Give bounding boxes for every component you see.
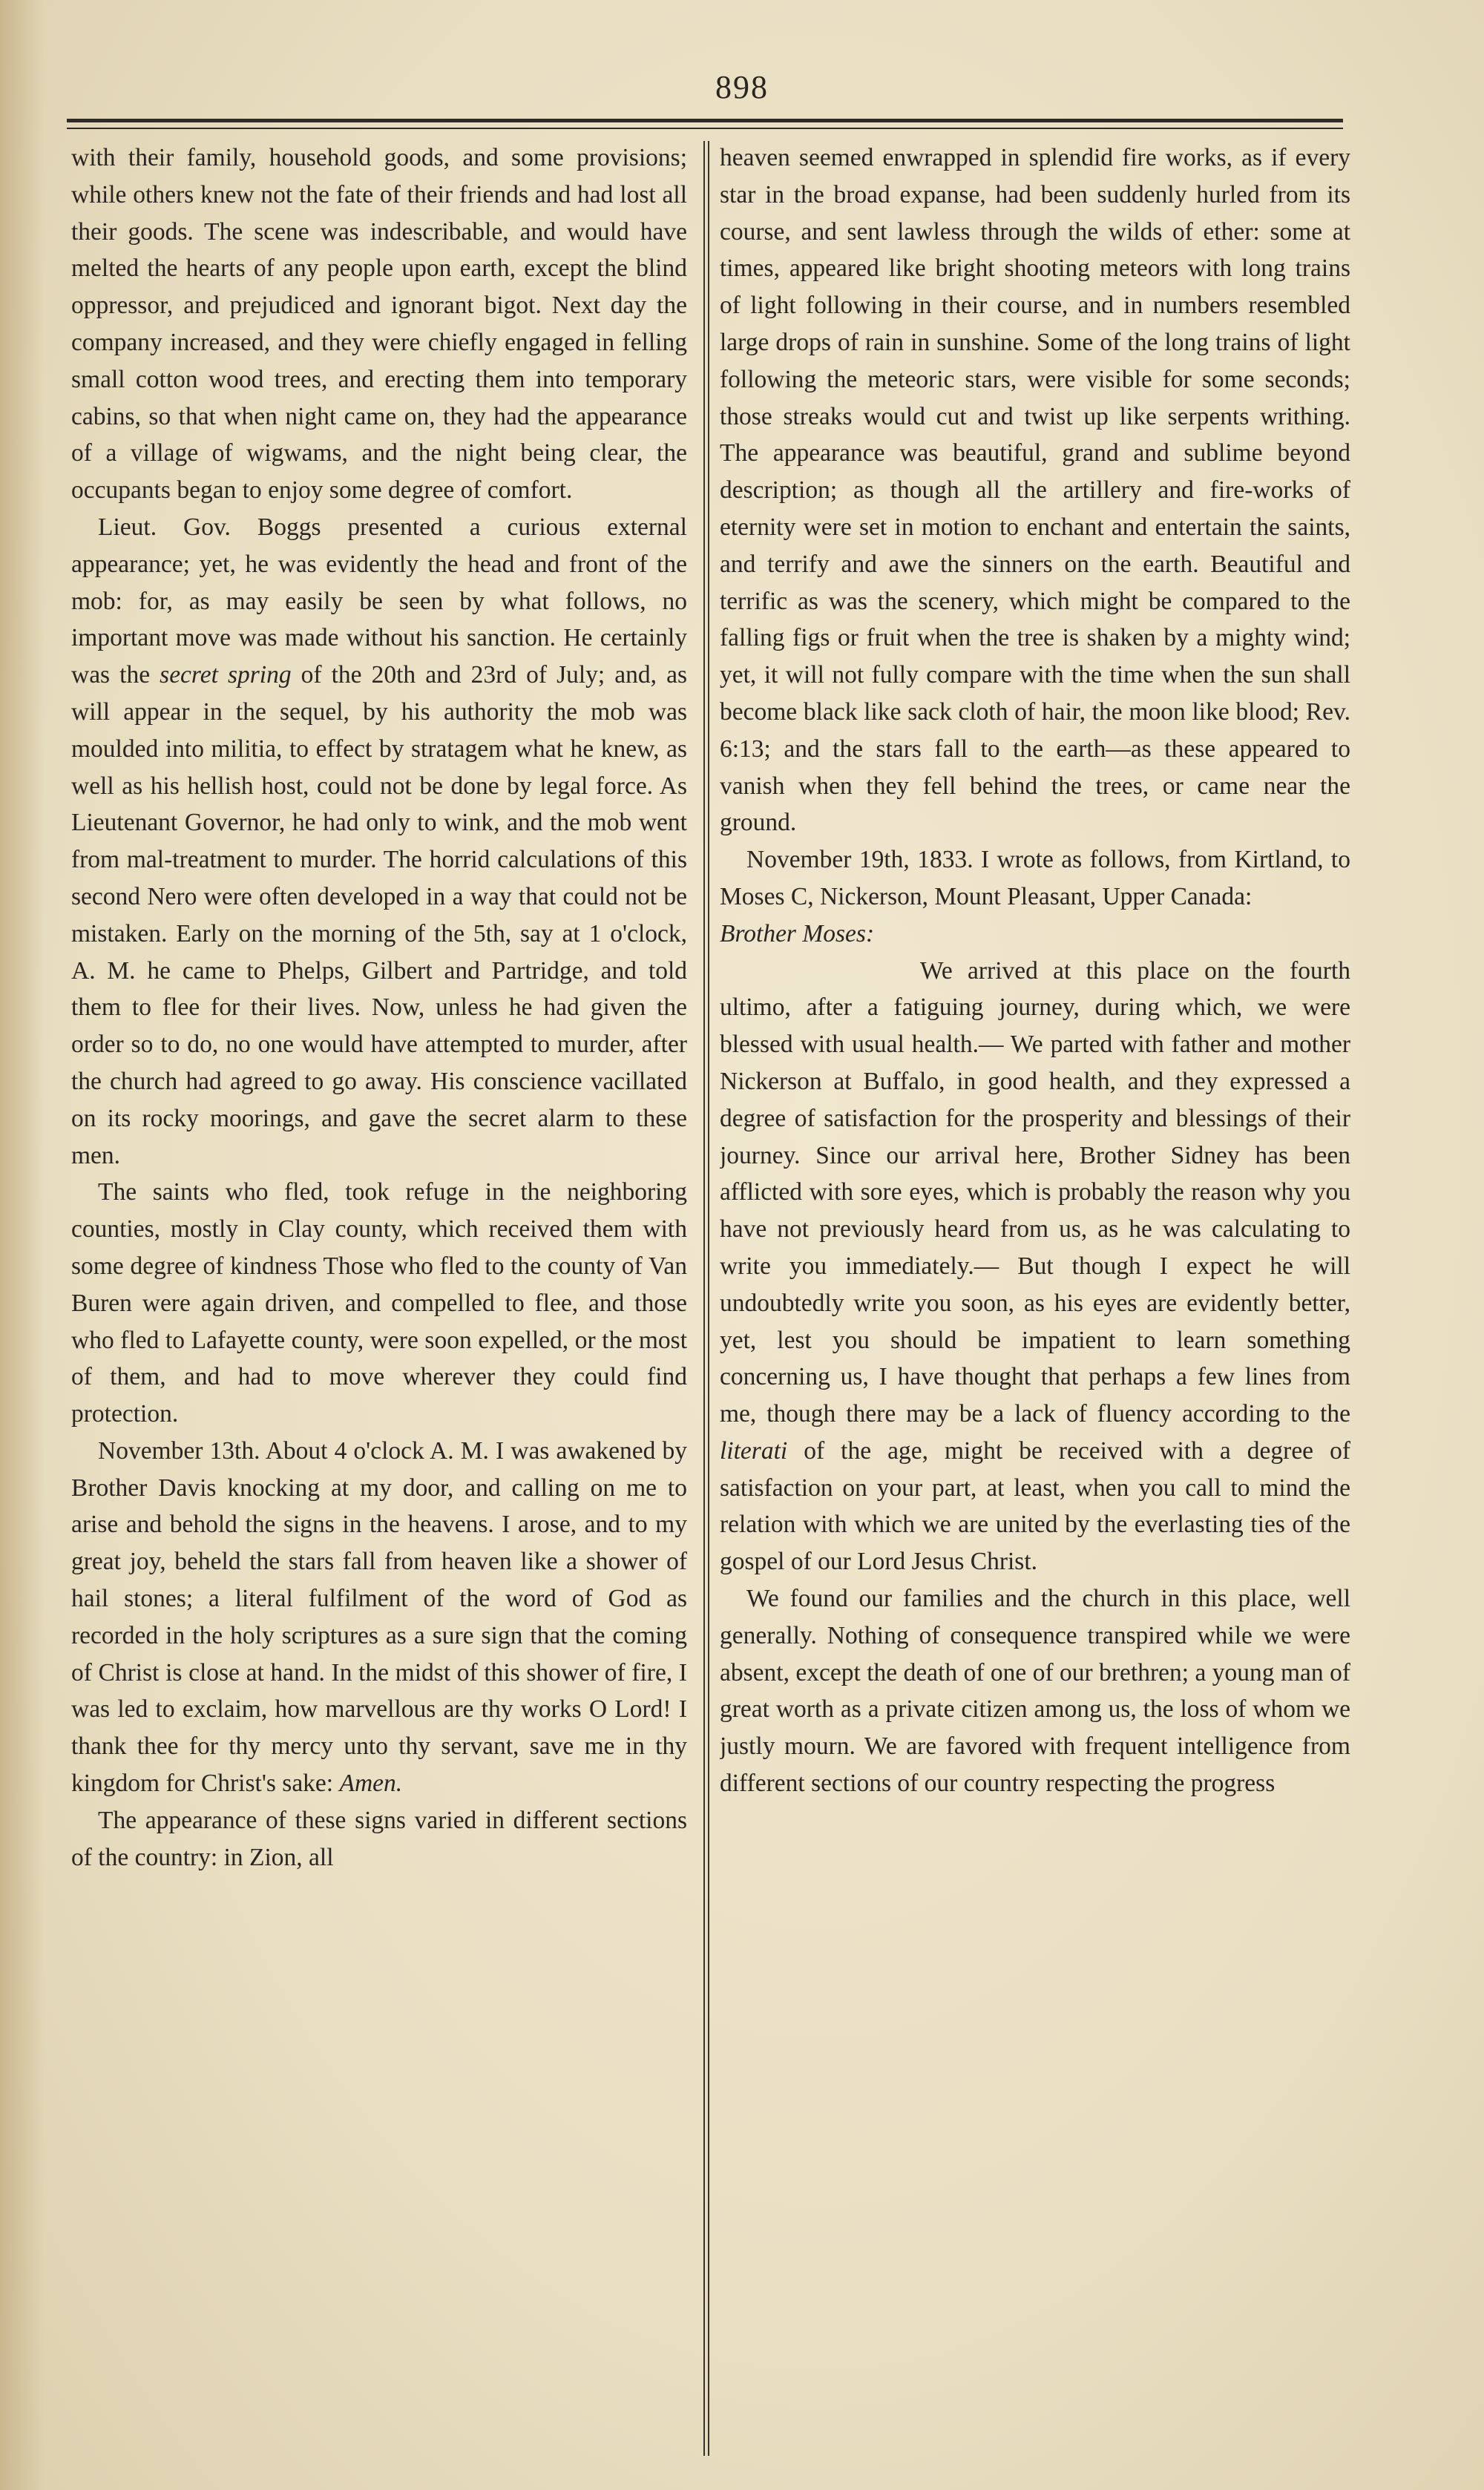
italic-phrase: literati bbox=[720, 1436, 788, 1465]
text-columns bbox=[71, 139, 1355, 2454]
italic-phrase: Amen. bbox=[339, 1770, 403, 1798]
paragraph-text: We arrived at this place on the fourth ultimo, after a fatiguing journey, during which, we were blessed with usual health.— We parted with father and mother Nickerson at Buffalo, in good health, and they expressed a degree of satisfaction for the prosperity and blessings of their journey. Since our arrival here, Brother Sidney has been afflicted with sore eyes, which is probably the reason why you have not previously heard from us, as he was calculating to write you immediately.— But though I expect he will undoubtedly write you soon, as his eyes are evidently better, yet, lest you should be impatient to learn something concerning us, I have thought that perhaps a few lines from me, though there may be a lack of fluency according to the bbox=[720, 956, 1350, 1428]
left-column bbox=[71, 139, 687, 2454]
paragraph: with their family, household goods, and some provisions; while others knew not the fate of their friends and had lost all their goods. The scene was indescribable, and would have melted the hearts of any people upon earth, except the blind oppressor, and prejudiced and ignorant bigot. Next day the company increased, and they were chiefly engaged in felling small cotton wood trees, and erecting them into temporary cabins, so that when night came on, they had the appearance of a village of wigwams, and the night being clear, the occupants began to enjoy some degree of comfort. bbox=[71, 144, 687, 505]
column-divider bbox=[703, 141, 705, 2456]
italic-phrase: secret spring bbox=[160, 661, 292, 689]
paragraph-text: November 13th. About 4 o'clock A. M. I was awakened by Brother Davis knocking at my door, and calling on me to arise and behold the signs in the heavens. I arose, and to my great joy, beheld the stars fall from heaven like a shower of hail stones; a literal fulfilment of the word of God as recorded in the holy scriptures as a sure sign that the coming of Christ is close at hand. In the midst of this shower of fire, I was led to exclaim, how marvellous are thy works O Lord! I thank thee for thy mercy unto thy servant, save me in thy kingdom for Christ's sake: bbox=[71, 1436, 687, 1798]
paragraph: The saints who fled, took refuge in the neighboring counties, mostly in Clay county, which received them with some degree of kindness Those who fled to the county of Van Buren were again driven, and compelled to flee, and those who fled to Lafayette county, were soon expelled, or the most of them, and had to move wherever they could find protection. bbox=[71, 1178, 687, 1428]
page-number: 898 bbox=[715, 69, 769, 105]
header-rule-thin bbox=[67, 128, 1343, 129]
right-column bbox=[720, 139, 1350, 2454]
paragraph bbox=[71, 509, 687, 1174]
letter-salutation: Brother Moses: bbox=[720, 919, 875, 947]
header-rule-thick bbox=[67, 119, 1343, 122]
paragraph: The appearance of these signs varied in different sections of the country: in Zion, all bbox=[71, 1806, 687, 1871]
paragraph-text: of the age, might be received with a degree of satisfaction on your part, at least, when you call to mind the relation with which we are united by the everlasting ties of the gospel of our Lord Jesus Christ. bbox=[720, 1436, 1350, 1576]
paragraph-text: Lieut. Gov. Boggs presented a curious external appearance; yet, he was evidently the head and front of the mob: for, as may easily be seen by what follows, no important move was made without his sanction. He certainly was the bbox=[71, 513, 687, 689]
paragraph-text: of the 20th and 23rd of July; and, as will appear in the sequel, by his authority the mob was moulded into militia, to effect by stratagem what he knew, as well as his hellish host, could not be done by legal force. As Lieutenant Governor, he had only to wink, and the mob went from mal-treatment to murder. The horrid calculations of this second Nero were often developed in a way that could not be mistaken. Early on the morning of the 5th, say at 1 o'clock, A. M. he came to Phelps, Gilbert and Partridge, and told them to flee for their lives. Now, unless he had given the order so to do, no one would have attempted to murder, after the church had agreed to go away. His conscience vacillated on its rocky moorings, and gave the secret alarm to these men. bbox=[71, 661, 687, 1169]
paragraph bbox=[720, 953, 1350, 1581]
paragraph: We found our families and the church in this place, well generally. Nothing of consequence transpired while we were absent, except the death of one of our brethren; a young man of great worth as a private citizen among us, the loss of whom we justly mourn. We are favored with frequent intelligence from different sections of our country respecting the progress bbox=[720, 1585, 1350, 1798]
paragraph: heaven seemed enwrapped in splendid fire works, as if every star in the broad expanse, had been suddenly hurled from its course, and sent lawless through the wilds of ether: some at times, appeared like bright shooting meteors with long trains of light following in their course, and in numbers resembled large drops of rain in sunshine. Some of the long trains of light following the meteoric stars, were visible for some seconds; those streaks would cut and twist up like serpents writhing. The appearance was beautiful, grand and sublime beyond description; as though all the artillery and fire-works of eternity were set in motion to enchant and entertain the saints, and terrify and awe the sinners on the earth. Beautiful and terrific as was the scenery, which might be compared to the falling figs or fruit when the tree is shaken by a mighty wind; yet, it will not fully compare with the time when the sun shall become black like sack cloth of hair, the moon like blood; Rev. 6:13; and the stars fall to the earth—as these appeared to vanish when they fell behind the trees, or came near the ground. bbox=[720, 144, 1350, 837]
paragraph: November 19th, 1833. I wrote as follows, from Kirtland, to Moses C, Nickerson, Mount Pleasant, Upper Canada: bbox=[720, 846, 1350, 910]
column-divider bbox=[708, 141, 709, 2456]
paragraph bbox=[71, 1433, 687, 1802]
